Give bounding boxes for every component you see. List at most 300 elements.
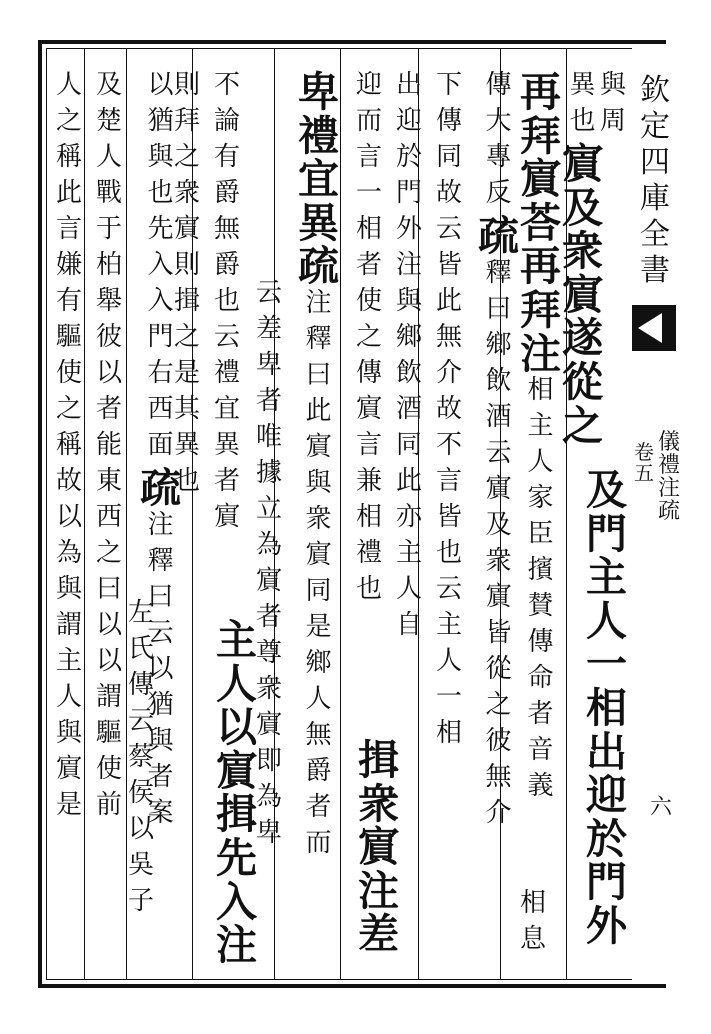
glyph: 入 bbox=[216, 877, 257, 926]
glyph: 是 bbox=[56, 790, 83, 820]
glyph: 及 bbox=[562, 183, 603, 232]
glyph: 定 bbox=[640, 109, 670, 144]
glyph: 為 bbox=[56, 538, 83, 568]
glyph: 前 bbox=[96, 790, 123, 820]
glyph: 驅 bbox=[96, 718, 123, 748]
glyph: 賔 bbox=[214, 502, 241, 532]
glyph: 一 bbox=[436, 682, 463, 712]
text-column bbox=[562, 72, 603, 449]
main-text-fragment bbox=[586, 466, 627, 950]
glyph: 相 bbox=[356, 214, 383, 244]
glyph: 為 bbox=[256, 782, 283, 812]
glyph: 能 bbox=[96, 430, 123, 460]
glyph: 注 bbox=[520, 329, 561, 378]
glyph: 及 bbox=[586, 466, 627, 514]
glyph: 卑 bbox=[298, 68, 339, 116]
glyph: 四 bbox=[640, 145, 670, 180]
glyph: 門 bbox=[396, 178, 423, 208]
glyph: 故 bbox=[436, 178, 463, 208]
glyph: 一 bbox=[586, 640, 627, 689]
glyph: 擯 bbox=[527, 555, 554, 586]
glyph: 衆 bbox=[358, 779, 399, 828]
glyph: 此 bbox=[396, 466, 423, 496]
glyph: 下 bbox=[436, 70, 463, 100]
glyph: 周 bbox=[600, 106, 627, 136]
glyph: 以 bbox=[216, 703, 257, 752]
small-text bbox=[569, 72, 595, 144]
glyph: 皆 bbox=[436, 250, 463, 280]
text-column bbox=[600, 72, 626, 144]
glyph: 命 bbox=[527, 663, 554, 694]
glyph: 有 bbox=[214, 142, 241, 172]
glyph: 賔 bbox=[256, 710, 283, 740]
glyph: 與 bbox=[147, 725, 174, 756]
glyph: 音 bbox=[527, 735, 554, 766]
glyph: 皆 bbox=[436, 502, 463, 532]
glyph: 有 bbox=[56, 286, 83, 316]
glyph: 異 bbox=[569, 70, 596, 100]
glyph: 異 bbox=[214, 430, 241, 460]
glyph: 賔 bbox=[305, 539, 332, 570]
glyph: 先 bbox=[147, 214, 174, 244]
glyph: 疏 bbox=[478, 212, 519, 260]
glyph: 人 bbox=[527, 447, 554, 478]
text-column bbox=[56, 72, 82, 828]
glyph: 也 bbox=[436, 538, 463, 568]
glyph: 以 bbox=[96, 646, 123, 676]
glyph: 蔡 bbox=[128, 742, 155, 772]
glyph: 主 bbox=[436, 610, 463, 640]
glyph: 酒 bbox=[485, 401, 512, 432]
glyph: 云 bbox=[147, 617, 174, 648]
glyph: 大 bbox=[485, 106, 512, 136]
glyph: 衆 bbox=[562, 227, 603, 276]
glyph: 不 bbox=[436, 430, 463, 460]
glyph: 賔 bbox=[562, 140, 603, 188]
glyph: 故 bbox=[56, 466, 83, 496]
glyph: 宜 bbox=[298, 155, 339, 204]
glyph: 云 bbox=[436, 214, 463, 244]
glyph: 子 bbox=[128, 886, 155, 916]
glyph: 者 bbox=[214, 466, 241, 496]
glyph: 從 bbox=[562, 357, 603, 406]
glyph: 自 bbox=[396, 610, 423, 640]
glyph: 稱 bbox=[56, 430, 83, 460]
glyph: 賔 bbox=[305, 431, 332, 462]
glyph: 云 bbox=[214, 322, 241, 352]
text-column bbox=[436, 72, 462, 756]
glyph: 者 bbox=[96, 394, 123, 424]
book-title bbox=[658, 432, 680, 524]
glyph: 云 bbox=[256, 278, 283, 308]
glyph: 兼 bbox=[356, 466, 383, 496]
main-text bbox=[298, 68, 339, 247]
glyph: 之 bbox=[174, 142, 201, 172]
glyph: 釋 bbox=[485, 257, 512, 288]
glyph: 右 bbox=[147, 358, 174, 388]
glyph: 以 bbox=[147, 70, 174, 100]
glyph: 曰 bbox=[147, 581, 174, 612]
annotation-text bbox=[527, 377, 553, 809]
glyph: 不 bbox=[214, 70, 241, 100]
glyph: 酒 bbox=[396, 394, 423, 424]
glyph: 迎 bbox=[356, 70, 383, 100]
glyph: 以 bbox=[147, 653, 174, 684]
glyph: 鄉 bbox=[396, 322, 423, 352]
glyph: 迎 bbox=[586, 771, 627, 820]
glyph: 也 bbox=[356, 574, 383, 604]
commentary-text bbox=[485, 257, 512, 836]
glyph: 主 bbox=[396, 538, 423, 568]
glyph: 而 bbox=[356, 106, 383, 136]
glyph: 即 bbox=[256, 746, 283, 776]
glyph: 禮 bbox=[356, 538, 383, 568]
glyph: 人 bbox=[396, 574, 423, 604]
glyph: 人 bbox=[56, 682, 83, 712]
glyph: 也 bbox=[174, 466, 201, 496]
glyph: 同 bbox=[305, 575, 332, 606]
glyph: 人 bbox=[216, 659, 257, 708]
glyph: 之 bbox=[562, 401, 603, 450]
glyph: 同 bbox=[436, 142, 463, 172]
glyph: 於 bbox=[586, 814, 627, 863]
glyph: 介 bbox=[485, 797, 512, 828]
glyph: 疏 bbox=[298, 242, 339, 291]
glyph: 唯 bbox=[256, 422, 283, 452]
glyph: 門 bbox=[147, 322, 174, 352]
text-column bbox=[396, 72, 422, 648]
book-margin bbox=[632, 40, 711, 988]
glyph: 之 bbox=[56, 106, 83, 136]
glyph: 者 bbox=[147, 761, 174, 792]
small-text bbox=[436, 72, 462, 180]
glyph: 再 bbox=[520, 68, 561, 116]
commentary-marker bbox=[298, 242, 339, 291]
glyph: 專 bbox=[485, 142, 512, 172]
glyph: 賔 bbox=[485, 473, 512, 504]
glyph: 吳 bbox=[128, 850, 155, 880]
glyph: 出 bbox=[396, 70, 423, 100]
glyph: 主 bbox=[56, 646, 83, 676]
commentary-marker bbox=[140, 464, 181, 512]
glyph: 也 bbox=[147, 178, 174, 208]
glyph: 賔 bbox=[562, 270, 603, 319]
glyph: 賔 bbox=[520, 155, 561, 204]
glyph: 人 bbox=[305, 683, 332, 714]
main-text bbox=[562, 140, 603, 450]
glyph: 卑 bbox=[256, 350, 283, 380]
glyph: 卷 bbox=[634, 440, 654, 464]
glyph: 與 bbox=[305, 467, 332, 498]
glyph: 庫 bbox=[640, 181, 670, 216]
glyph: 之 bbox=[96, 538, 123, 568]
glyph: 賔 bbox=[358, 823, 399, 872]
glyph: 言 bbox=[436, 466, 463, 496]
glyph: 相 bbox=[527, 375, 554, 406]
glyph: 謂 bbox=[56, 610, 83, 640]
glyph: 相 bbox=[436, 718, 463, 748]
glyph: 之 bbox=[485, 689, 512, 720]
glyph: 故 bbox=[436, 394, 463, 424]
glyph: 與 bbox=[56, 718, 83, 748]
glyph: 門 bbox=[586, 509, 627, 558]
glyph: 欽 bbox=[640, 73, 670, 108]
glyph: 也 bbox=[569, 106, 596, 136]
glyph: 飲 bbox=[485, 365, 512, 396]
glyph: 與 bbox=[396, 286, 423, 316]
glyph: 卑 bbox=[256, 818, 283, 848]
glyph: 使 bbox=[96, 754, 123, 784]
glyph: 出 bbox=[586, 727, 627, 776]
text-column bbox=[298, 68, 339, 866]
glyph: 云 bbox=[485, 437, 512, 468]
glyph: 以 bbox=[96, 358, 123, 388]
glyph: 之 bbox=[356, 322, 383, 352]
glyph: 人 bbox=[56, 70, 83, 100]
commentary-text bbox=[305, 287, 332, 866]
glyph: 息 bbox=[520, 924, 547, 954]
glyph: 彼 bbox=[485, 725, 512, 756]
glyph: 云 bbox=[436, 574, 463, 604]
small-text bbox=[485, 72, 511, 216]
glyph: 注 bbox=[358, 866, 399, 915]
glyph: 迎 bbox=[396, 106, 423, 136]
glyph: 傳 bbox=[436, 106, 463, 136]
glyph: 此 bbox=[436, 286, 463, 316]
glyph: 曰 bbox=[485, 293, 512, 324]
glyph: 臣 bbox=[527, 519, 554, 550]
glyph: 與 bbox=[56, 574, 83, 604]
glyph: 無 bbox=[305, 719, 332, 750]
glyph: 差 bbox=[358, 910, 399, 959]
text-column bbox=[520, 68, 561, 809]
glyph: 注 bbox=[396, 250, 423, 280]
glyph: 與 bbox=[147, 142, 174, 172]
glyph: 揖 bbox=[174, 286, 201, 316]
glyph: 義 bbox=[527, 771, 554, 802]
glyph: 以 bbox=[96, 610, 123, 640]
glyph: 言 bbox=[356, 430, 383, 460]
column-rule bbox=[84, 48, 85, 980]
glyph: 禮 bbox=[298, 111, 339, 160]
glyph: 外 bbox=[396, 214, 423, 244]
glyph: 東 bbox=[96, 466, 123, 496]
glyph: 爵 bbox=[214, 250, 241, 280]
glyph: 拜 bbox=[520, 111, 561, 160]
glyph: 爵 bbox=[214, 178, 241, 208]
glyph: 異 bbox=[298, 198, 339, 247]
glyph: 賔 bbox=[56, 754, 83, 784]
glyph: 無 bbox=[436, 322, 463, 352]
text-column bbox=[214, 72, 240, 540]
column-rule bbox=[126, 48, 127, 980]
column-rule bbox=[340, 48, 341, 980]
glyph: 及 bbox=[96, 70, 123, 100]
glyph: 傳 bbox=[527, 627, 554, 658]
glyph: 衆 bbox=[485, 545, 512, 576]
glyph: 遂 bbox=[562, 314, 603, 363]
glyph: 此 bbox=[56, 178, 83, 208]
glyph: 則 bbox=[174, 70, 201, 100]
glyph: 異 bbox=[174, 430, 201, 460]
commentary-text bbox=[436, 180, 462, 756]
glyph: 傳 bbox=[356, 358, 383, 388]
commentary-marker bbox=[478, 212, 519, 260]
text-column bbox=[356, 72, 382, 612]
glyph: 人 bbox=[96, 142, 123, 172]
glyph: 則 bbox=[174, 250, 201, 280]
glyph: 儀 bbox=[658, 430, 681, 455]
glyph: 注 bbox=[305, 287, 332, 318]
glyph: 者 bbox=[356, 250, 383, 280]
glyph: 嫌 bbox=[56, 250, 83, 280]
glyph: 禮 bbox=[214, 358, 241, 388]
glyph: 家 bbox=[527, 483, 554, 514]
glyph: 謂 bbox=[96, 682, 123, 712]
text-column bbox=[128, 600, 154, 924]
glyph: 據 bbox=[256, 458, 283, 488]
glyph: 人 bbox=[586, 596, 627, 645]
glyph: 為 bbox=[256, 530, 283, 560]
glyph: 與 bbox=[600, 70, 627, 100]
glyph: 注 bbox=[658, 476, 681, 501]
glyph: 揖 bbox=[216, 790, 257, 839]
glyph: 注 bbox=[216, 921, 257, 970]
glyph: 案 bbox=[147, 797, 174, 828]
glyph: 門 bbox=[586, 858, 627, 907]
glyph: 而 bbox=[305, 827, 332, 858]
text-column bbox=[478, 72, 519, 836]
glyph: 飲 bbox=[396, 358, 423, 388]
collection-title bbox=[640, 73, 670, 292]
glyph: 以 bbox=[56, 502, 83, 532]
main-text-fragment bbox=[216, 616, 257, 970]
glyph: 戰 bbox=[96, 178, 123, 208]
small-text bbox=[147, 72, 173, 468]
glyph: 氏 bbox=[128, 634, 155, 664]
glyph: 於 bbox=[396, 142, 423, 172]
main-text-fragment bbox=[358, 736, 399, 959]
glyph: 拜 bbox=[174, 106, 201, 136]
glyph: 揖 bbox=[358, 736, 399, 784]
text-column bbox=[96, 72, 122, 828]
glyph: 無 bbox=[485, 761, 512, 792]
glyph: 五 bbox=[634, 461, 654, 485]
glyph: 也 bbox=[214, 286, 241, 316]
glyph: 賔 bbox=[485, 581, 512, 612]
glyph: 于 bbox=[96, 214, 123, 244]
glyph: 賛 bbox=[527, 591, 554, 622]
glyph: 左 bbox=[128, 598, 155, 628]
glyph: 言 bbox=[56, 214, 83, 244]
glyph: 全 bbox=[640, 217, 670, 252]
glyph: 驅 bbox=[56, 322, 83, 352]
glyph: 皆 bbox=[485, 617, 512, 648]
glyph: 衆 bbox=[256, 674, 283, 704]
page-number: 六 bbox=[650, 795, 673, 820]
glyph: 賔 bbox=[216, 746, 257, 795]
glyph: 者 bbox=[305, 791, 332, 822]
glyph: 疏 bbox=[140, 464, 181, 512]
glyph: 彼 bbox=[96, 322, 123, 352]
glyph: 者 bbox=[256, 602, 283, 632]
glyph: 書 bbox=[640, 253, 670, 288]
glyph: 拜 bbox=[520, 285, 561, 334]
glyph: 反 bbox=[485, 178, 512, 208]
volume-label bbox=[634, 442, 654, 484]
glyph: 介 bbox=[436, 358, 463, 388]
glyph: 使 bbox=[356, 286, 383, 316]
glyph: 釋 bbox=[147, 545, 174, 576]
glyph: 稱 bbox=[56, 142, 83, 172]
glyph: 入 bbox=[147, 250, 174, 280]
main-text bbox=[520, 68, 561, 378]
fishtail-mark bbox=[632, 305, 676, 351]
glyph: 及 bbox=[485, 509, 512, 540]
glyph: 是 bbox=[305, 611, 332, 642]
glyph: 論 bbox=[214, 106, 241, 136]
glyph: 面 bbox=[147, 430, 174, 460]
glyph: 疏 bbox=[658, 499, 681, 524]
glyph: 者 bbox=[527, 699, 554, 730]
glyph: 相 bbox=[356, 502, 383, 532]
glyph: 言 bbox=[356, 142, 383, 172]
glyph: 主 bbox=[586, 553, 627, 602]
glyph: 差 bbox=[256, 314, 283, 344]
glyph: 此 bbox=[305, 395, 332, 426]
glyph: 柏 bbox=[96, 250, 123, 280]
glyph: 宜 bbox=[214, 394, 241, 424]
glyph: 者 bbox=[256, 386, 283, 416]
glyph: 從 bbox=[485, 653, 512, 684]
glyph: 再 bbox=[520, 242, 561, 291]
glyph: 傳 bbox=[485, 70, 512, 100]
glyph: 爵 bbox=[305, 755, 332, 786]
glyph: 入 bbox=[147, 286, 174, 316]
glyph: 衆 bbox=[305, 503, 332, 534]
glyph: 傳 bbox=[128, 670, 155, 700]
glyph: 先 bbox=[216, 833, 257, 882]
glyph: 以 bbox=[128, 814, 155, 844]
glyph: 尊 bbox=[256, 638, 283, 668]
glyph: 人 bbox=[436, 646, 463, 676]
glyph: 之 bbox=[174, 322, 201, 352]
glyph: 主 bbox=[216, 616, 257, 664]
glyph: 西 bbox=[96, 502, 123, 532]
glyph: 禮 bbox=[658, 453, 681, 478]
text-column bbox=[256, 280, 282, 856]
glyph: 是 bbox=[174, 358, 201, 388]
glyph: 相 bbox=[586, 683, 627, 732]
glyph: 相 bbox=[520, 888, 547, 918]
glyph: 云 bbox=[128, 706, 155, 736]
glyph: 亦 bbox=[396, 502, 423, 532]
glyph: 侯 bbox=[128, 778, 155, 808]
glyph: 鄉 bbox=[305, 647, 332, 678]
glyph: 使 bbox=[56, 358, 83, 388]
glyph: 鄉 bbox=[485, 329, 512, 360]
glyph: 同 bbox=[396, 430, 423, 460]
glyph: 賔 bbox=[356, 394, 383, 424]
glyph: 楚 bbox=[96, 106, 123, 136]
glyph: 猶 bbox=[147, 106, 174, 136]
glyph: 立 bbox=[256, 494, 283, 524]
glyph: 注 bbox=[147, 509, 174, 540]
glyph: 之 bbox=[56, 394, 83, 424]
glyph: 曰 bbox=[96, 574, 123, 604]
glyph: 猶 bbox=[147, 689, 174, 720]
glyph: 荅 bbox=[520, 198, 561, 247]
